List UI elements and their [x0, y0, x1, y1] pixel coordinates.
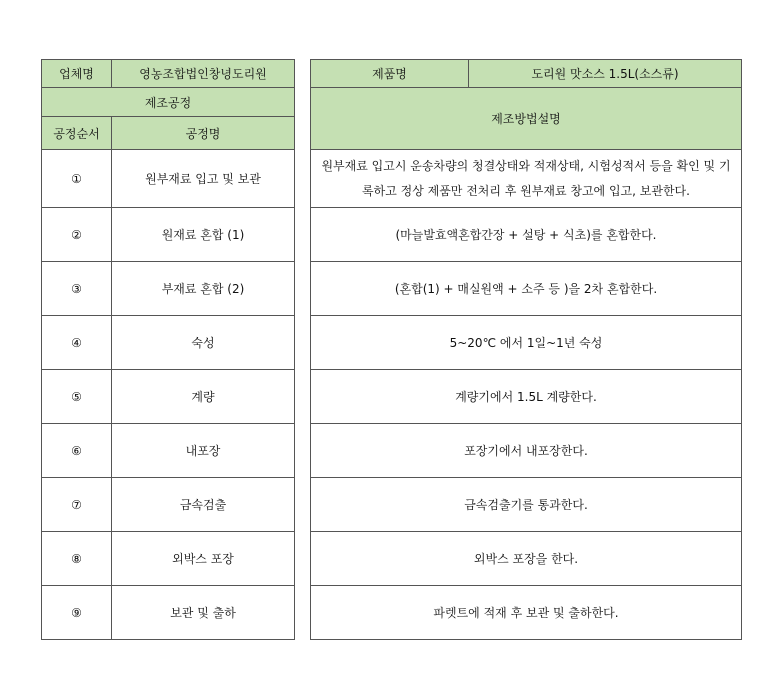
process-header: 제조공정	[42, 88, 295, 117]
method-description: 계량기에서 1.5L 계량한다.	[311, 370, 742, 424]
product-value: 도리원 맛소스 1.5L(소스류)	[469, 60, 742, 88]
step-name: 부재료 혼합 (2)	[112, 262, 295, 316]
step-order: ②	[42, 208, 112, 262]
step-name: 원부재료 입고 및 보관	[112, 150, 295, 208]
step-order: ⑤	[42, 370, 112, 424]
table-row	[42, 586, 295, 640]
method-description: (마늘발효액혼합간장 + 설탕 + 식초)를 혼합한다.	[311, 208, 742, 262]
method-description: 파렛트에 적재 후 보관 및 출하한다.	[311, 586, 742, 640]
table-row	[311, 424, 742, 478]
step-order: ⑧	[42, 532, 112, 586]
table-row	[42, 150, 295, 208]
method-description: 5~20℃ 에서 1일~1년 숙성	[311, 316, 742, 370]
table-row	[311, 478, 742, 532]
step-name: 외박스 포장	[112, 532, 295, 586]
step-name: 숙성	[112, 316, 295, 370]
table-row	[311, 150, 742, 208]
process-order-table	[41, 59, 295, 640]
table-row	[42, 316, 295, 370]
table-row	[42, 478, 295, 532]
company-value: 영농조합법인창녕도리원	[112, 60, 295, 88]
step-order: ①	[42, 150, 112, 208]
step-order: ③	[42, 262, 112, 316]
method-description: 원부재료 입고시 운송차량의 청결상태와 적재상태, 시험성적서 등을 확인 및 기록하고 정상 제품만 전처리 후 원부재료 창고에 입고, 보관한다.	[311, 150, 742, 208]
table-row	[311, 208, 742, 262]
table-row	[311, 370, 742, 424]
col-name-header: 공정명	[112, 117, 295, 150]
table-row	[311, 262, 742, 316]
method-description: (혼합(1) + 매실원액 + 소주 등 )을 2차 혼합한다.	[311, 262, 742, 316]
method-description-table	[310, 59, 742, 640]
step-name: 내포장	[112, 424, 295, 478]
table-row	[42, 262, 295, 316]
product-label: 제품명	[311, 60, 469, 88]
step-name: 계량	[112, 370, 295, 424]
method-description: 포장기에서 내포장한다.	[311, 424, 742, 478]
step-order: ④	[42, 316, 112, 370]
step-order: ⑦	[42, 478, 112, 532]
col-order-header: 공정순서	[42, 117, 112, 150]
table-row	[311, 316, 742, 370]
table-row	[42, 370, 295, 424]
table-row	[42, 424, 295, 478]
method-description: 금속검출기를 통과한다.	[311, 478, 742, 532]
step-order: ⑨	[42, 586, 112, 640]
table-row	[311, 532, 742, 586]
table-row	[42, 532, 295, 586]
method-header: 제조방법설명	[311, 88, 742, 150]
step-order: ⑥	[42, 424, 112, 478]
step-name: 금속검출	[112, 478, 295, 532]
step-name: 원재료 혼합 (1)	[112, 208, 295, 262]
company-label: 업체명	[42, 60, 112, 88]
table-row	[42, 208, 295, 262]
method-description: 외박스 포장을 한다.	[311, 532, 742, 586]
step-name: 보관 및 출하	[112, 586, 295, 640]
table-row	[311, 586, 742, 640]
